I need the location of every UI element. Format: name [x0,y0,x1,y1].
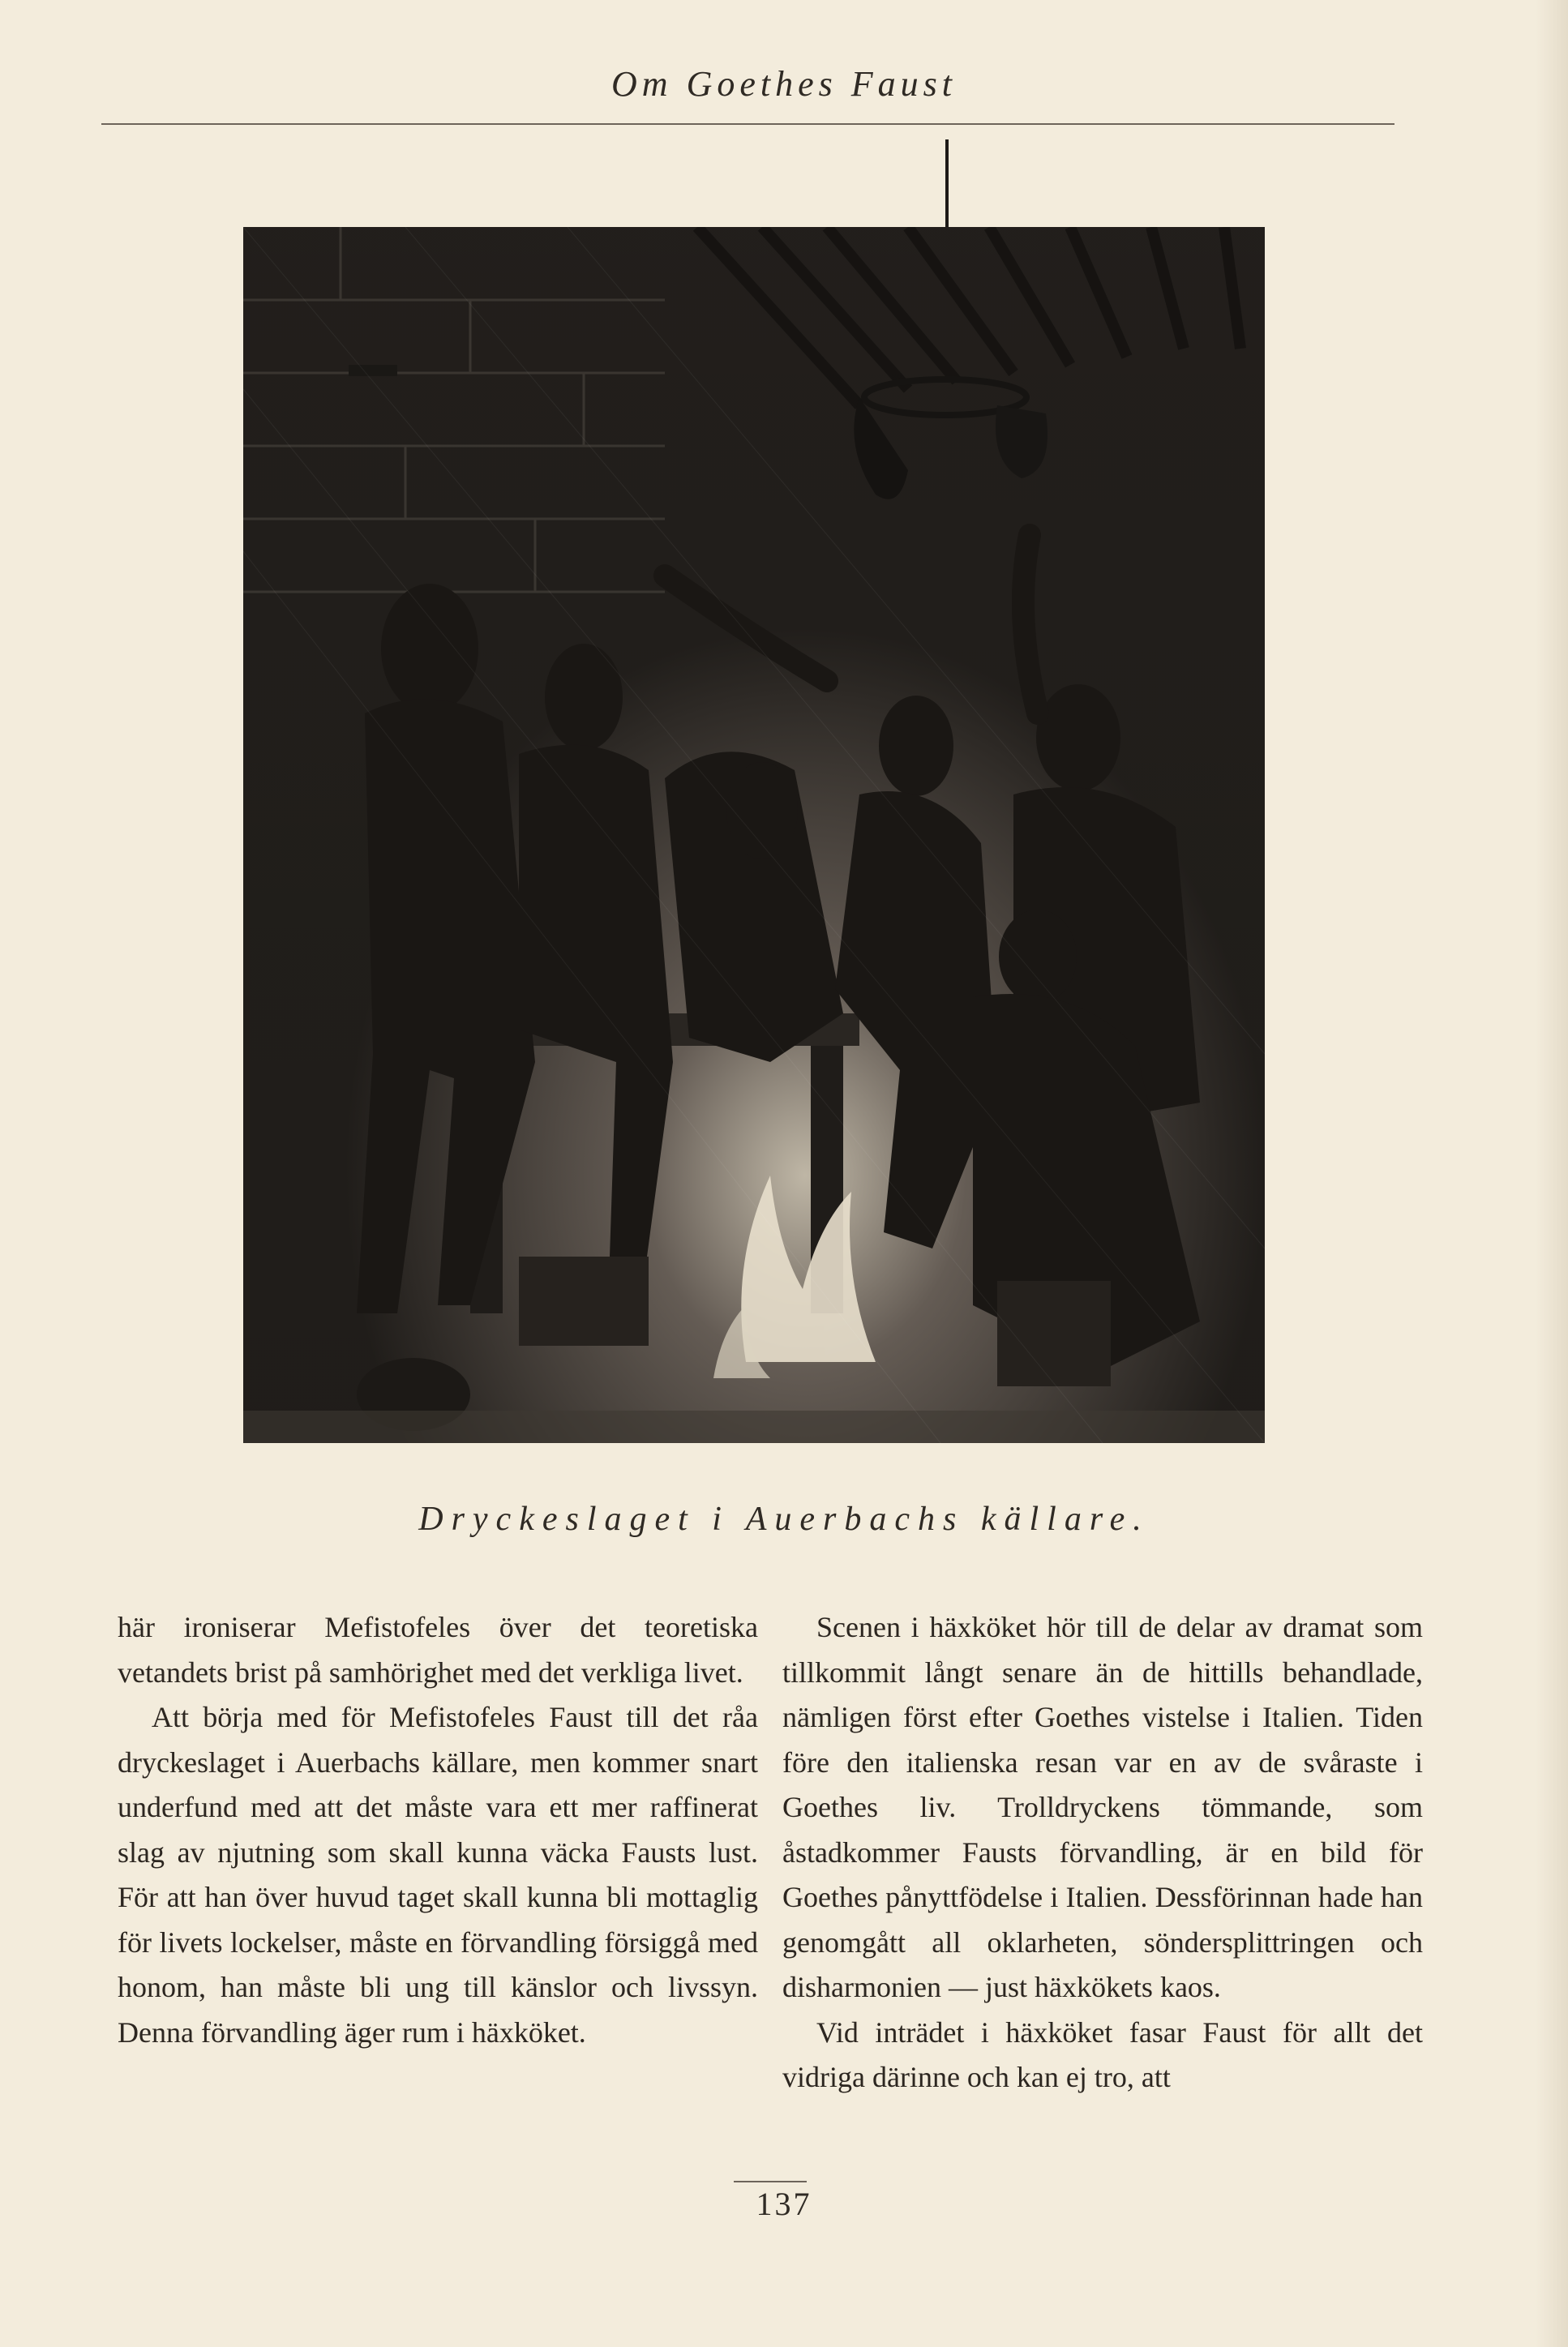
illustration-caption: Dryckeslaget i Auerbachs källare. [418,1501,1150,1538]
illustration-auerbachs-cellar [243,227,1265,1475]
running-head: Om Goethes Faust [611,64,957,104]
paragraph: Vid inträdet i häxköket fasar Faust för allt det vidriga därinne och kan ej tro, att [782,2015,1423,2093]
page-edge-shadow [1536,0,1568,2347]
left-text-column [118,1605,758,2055]
paragraph: Att börja med för Mefistofeles Faust till det råa dryckeslaget i Auerbachs källare, men kommer snart underfund med att det måste vara ett mer raffinerat slag av njutning som skall kunna väcka Fausts lust. För att han över huvud taget skall kunna bli mottaglig för livets lockelser, måste en förvandling försiggå med honom, han måste bli ung till känslor och livssyn. Denna förvandling äger rum i häxköket. [118,1701,758,2049]
header-rule [101,123,1394,125]
page-number: 137 [756,2186,812,2222]
lithograph-picture [243,227,1265,1475]
right-text-column [782,1605,1423,2101]
paragraph: här ironiserar Mefistofeles över det teoretiska vetandets brist på samhörighet med det verkliga livet. [118,1611,758,1689]
paragraph: Scenen i häxköket hör till de delar av dramat som tillkommit långt senare än de hittills behandlade, nämligen först efter Goethes vistelse i Italien. Tiden före den italienska resan var en av de svåraste i Goethes liv. Trolldryckens tömmande, som åstadkommer Fausts förvandling, är en bild för Goethes pånyttfödelse i Italien. Dessförinnan hade han genomgått all oklarheten, söndersplittringen och disharmonien — just häxkökets kaos. [782,1611,1423,2003]
folio-rule [734,2181,807,2182]
